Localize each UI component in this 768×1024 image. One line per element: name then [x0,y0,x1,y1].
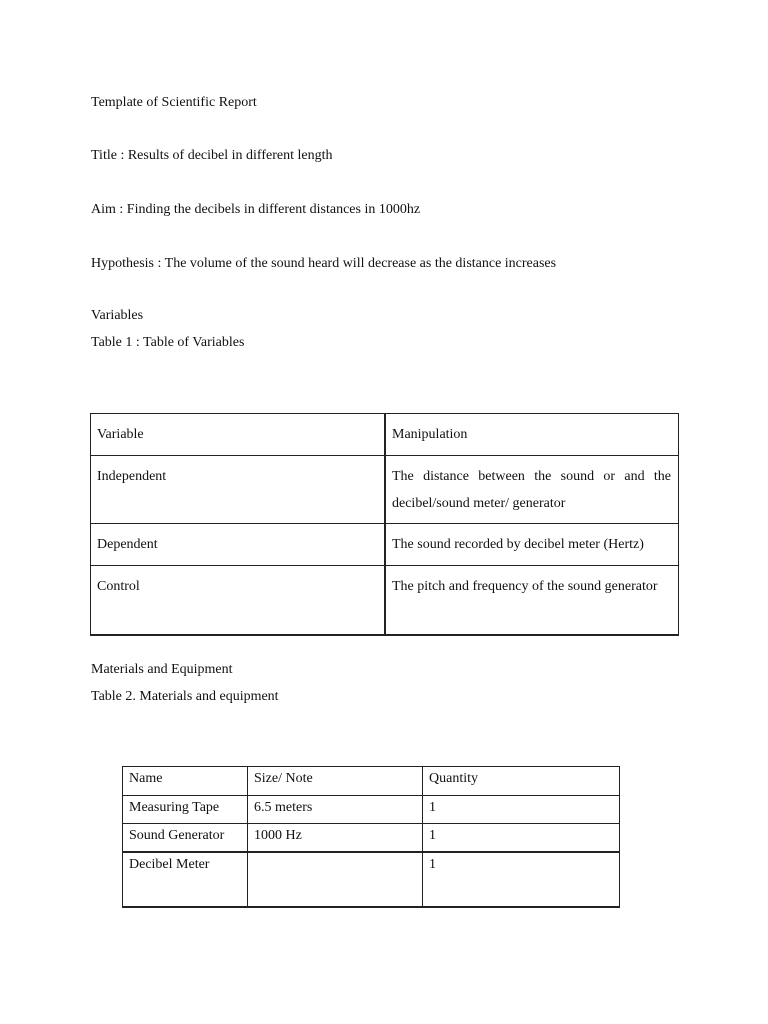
table-header-row [91,414,679,456]
table2-caption: Table 2. Materials and equipment [91,689,279,704]
table-cell: The pitch and frequency of the sound generator [385,566,679,636]
table-row [123,852,620,907]
table-row [91,456,679,524]
table-cell: 1 [423,852,620,907]
table-cell: Control [91,566,386,636]
table1-caption: Table 1 : Table of Variables [91,335,245,350]
table-cell: Dependent [91,524,386,566]
materials-table [122,766,620,908]
variables-heading: Variables [91,308,144,323]
table-cell: 1 [423,796,620,824]
table-row [123,796,620,824]
materials-heading: Materials and Equipment [91,662,233,677]
table-cell: The sound recorded by decibel meter (Hertz) [385,524,679,566]
table-header-cell: Name [123,767,248,796]
table-header-cell: Manipulation [385,414,679,456]
table-cell: 1 [423,824,620,853]
report-hypothesis: Hypothesis : The volume of the sound heard will decrease as the distance increases [91,256,557,271]
table-row [91,524,679,566]
table-cell: Independent [91,456,386,524]
document-heading: Template of Scientific Report [91,95,257,110]
table-header-row [123,767,620,796]
variables-table [90,413,679,636]
table-cell: The distance between the sound or and the decibel/sound meter/ generator [385,456,679,524]
table-cell: 6.5 meters [248,796,423,824]
table-row [123,824,620,853]
report-aim: Aim : Finding the decibels in different distances in 1000hz [91,202,421,217]
table-cell: Measuring Tape [123,796,248,824]
table-cell: Decibel Meter [123,852,248,907]
table-cell: 1000 Hz [248,824,423,853]
table-cell: Sound Generator [123,824,248,853]
table-header-cell: Size/ Note [248,767,423,796]
table-header-cell: Variable [91,414,386,456]
table-row [91,566,679,636]
table-cell [248,852,423,907]
report-title: Title : Results of decibel in different length [91,148,333,163]
table-header-cell: Quantity [423,767,620,796]
